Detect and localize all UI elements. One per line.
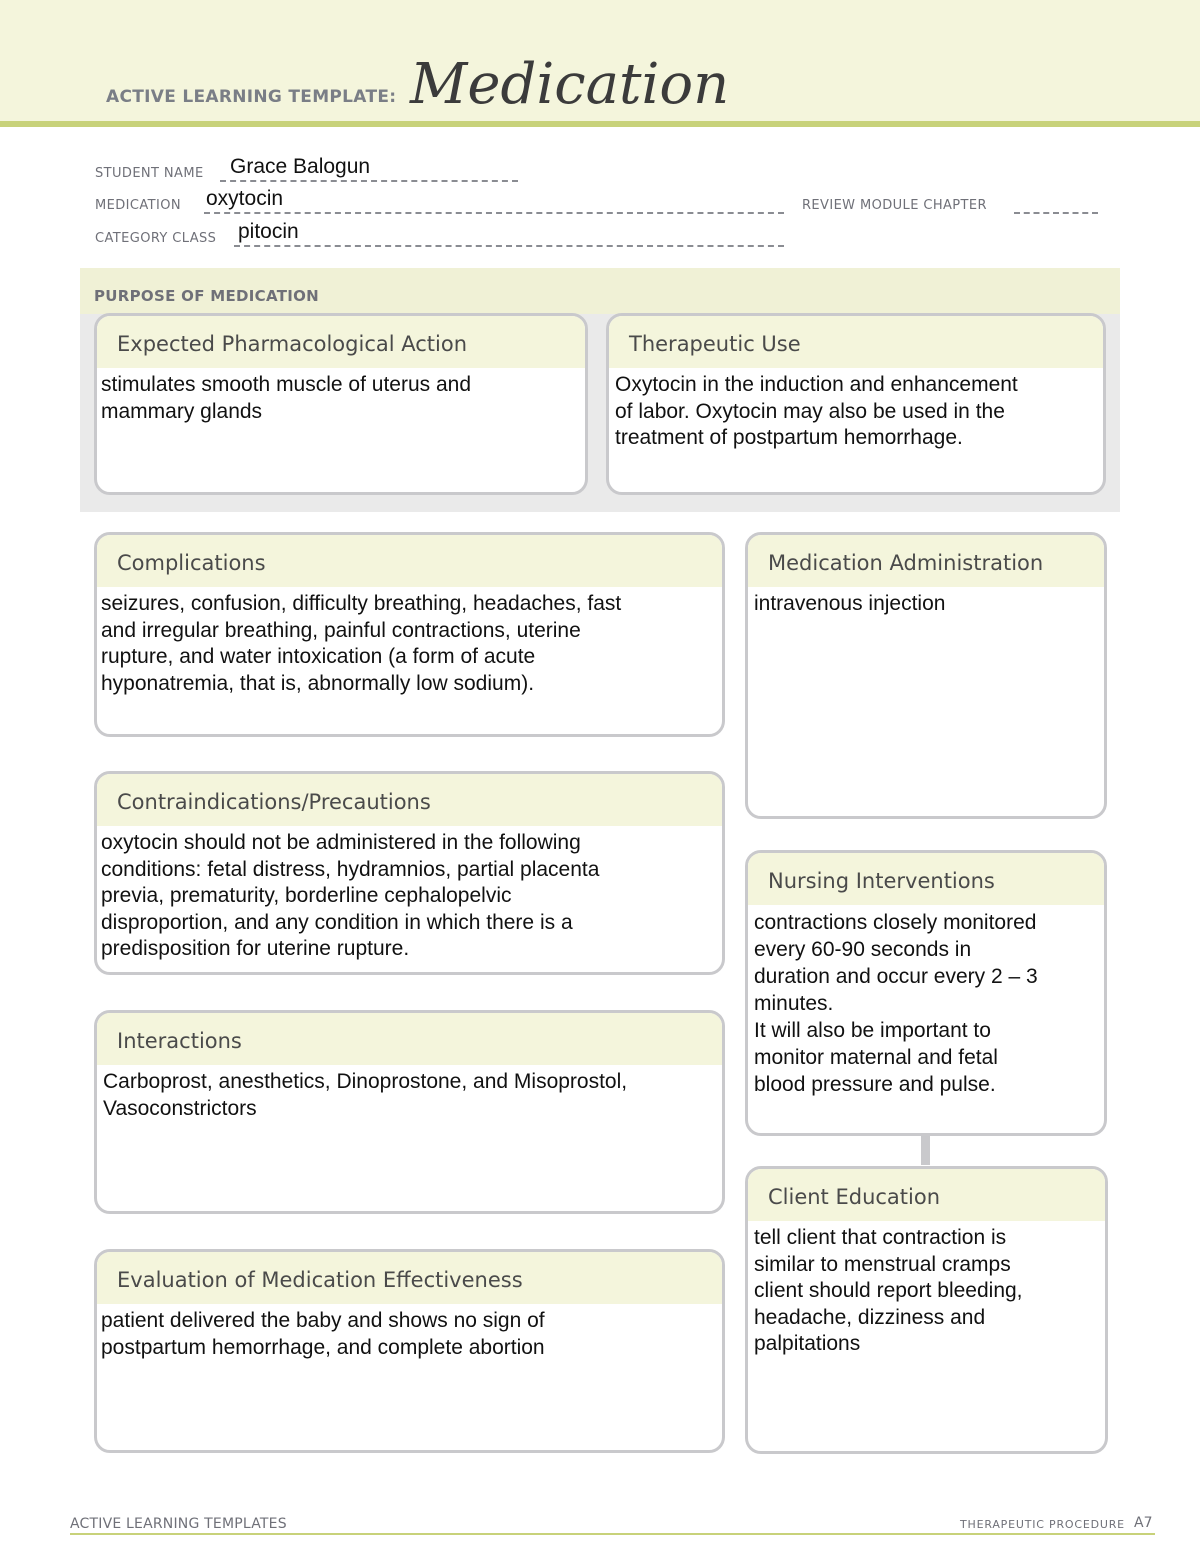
expected-action-title: Expected Pharmacological Action <box>97 316 585 368</box>
category-class-label: CATEGORY CLASS <box>95 231 217 246</box>
client-education-text[interactable]: tell client that contraction is similar to menstrual cramps client should report bleeding, headache, dizziness and palpitations <box>754 1226 1023 1355</box>
student-name-field[interactable]: Grace Balogun <box>230 155 371 178</box>
interactions-text[interactable]: Carboprost, anesthetics, Dinoprostone, and Misoprostol, Vasoconstrictors <box>103 1070 628 1120</box>
connector-line <box>921 1133 930 1165</box>
nursing-interventions-title: Nursing Interventions <box>748 853 1104 905</box>
header-rule <box>0 121 1200 127</box>
header-label: ACTIVE LEARNING TEMPLATE: <box>106 87 397 107</box>
footer-left-label: ACTIVE LEARNING TEMPLATES <box>70 1516 287 1532</box>
evaluation-title: Evaluation of Medication Effectiveness <box>97 1252 722 1304</box>
therapeutic-use-text[interactable]: Oxytocin in the induction and enhancement of labor. Oxytocin may also be used in the treatment of postpartum hemorrhage. <box>615 373 1018 449</box>
category-class-field[interactable]: pitocin <box>238 220 299 243</box>
medication-field[interactable]: oxytocin <box>206 187 284 210</box>
therapeutic-use-box <box>606 313 1106 495</box>
review-module-field[interactable] <box>1014 212 1098 214</box>
footer-rule <box>70 1533 1155 1535</box>
purpose-label: PURPOSE OF MEDICATION <box>94 287 320 305</box>
expected-action-box <box>94 313 588 495</box>
student-name-line <box>220 180 518 182</box>
page-title: Medication <box>410 52 730 117</box>
administration-text[interactable]: intravenous injection <box>754 592 946 615</box>
complications-text[interactable]: seizures, confusion, difficulty breathing, headaches, fast and irregular breathing, painful contractions, uterine rupture, and water intoxication (a form of acute hyponatremia, that is, abnormally low sodium). <box>101 592 622 695</box>
complications-box <box>94 532 725 737</box>
medication-line <box>204 212 784 214</box>
therapeutic-use-title: Therapeutic Use <box>609 316 1103 368</box>
nursing-interventions-box <box>745 850 1107 1136</box>
expected-action-text[interactable]: stimulates smooth muscle of uterus and mammary glands <box>101 373 472 423</box>
review-module-label: REVIEW MODULE CHAPTER <box>802 198 987 213</box>
interactions-title: Interactions <box>97 1013 722 1065</box>
interactions-box <box>94 1010 725 1214</box>
page-number: A7 <box>1134 1515 1153 1531</box>
footer-right-label: THERAPEUTIC PROCEDURE <box>960 1518 1125 1531</box>
student-name-label: STUDENT NAME <box>95 166 204 181</box>
evaluation-box <box>94 1249 725 1453</box>
evaluation-text[interactable]: patient delivered the baby and shows no sign of postpartum hemorrhage, and complete abortion <box>101 1309 545 1359</box>
client-education-box <box>745 1166 1108 1454</box>
medication-label: MEDICATION <box>95 198 181 213</box>
contraindications-box <box>94 771 725 975</box>
nursing-interventions-text[interactable]: contractions closely monitored every 60-90 seconds in duration and occur every 2 – 3 minutes. It will also be important to monitor maternal and fetal blood pressure and pulse. <box>754 911 1038 1096</box>
contraindications-title: Contraindications/Precautions <box>97 774 722 826</box>
client-education-title: Client Education <box>748 1169 1105 1221</box>
administration-box <box>745 532 1107 819</box>
contraindications-text[interactable]: oxytocin should not be administered in the following conditions: fetal distress, hydramnios, partial placenta previa, prematurity, borderline cephalopelvic disproportion, and any condition in which there is a predisposition for uterine rupture. <box>101 831 600 960</box>
administration-title: Medication Administration <box>748 535 1104 587</box>
complications-title: Complications <box>97 535 722 587</box>
category-class-line <box>234 245 784 247</box>
